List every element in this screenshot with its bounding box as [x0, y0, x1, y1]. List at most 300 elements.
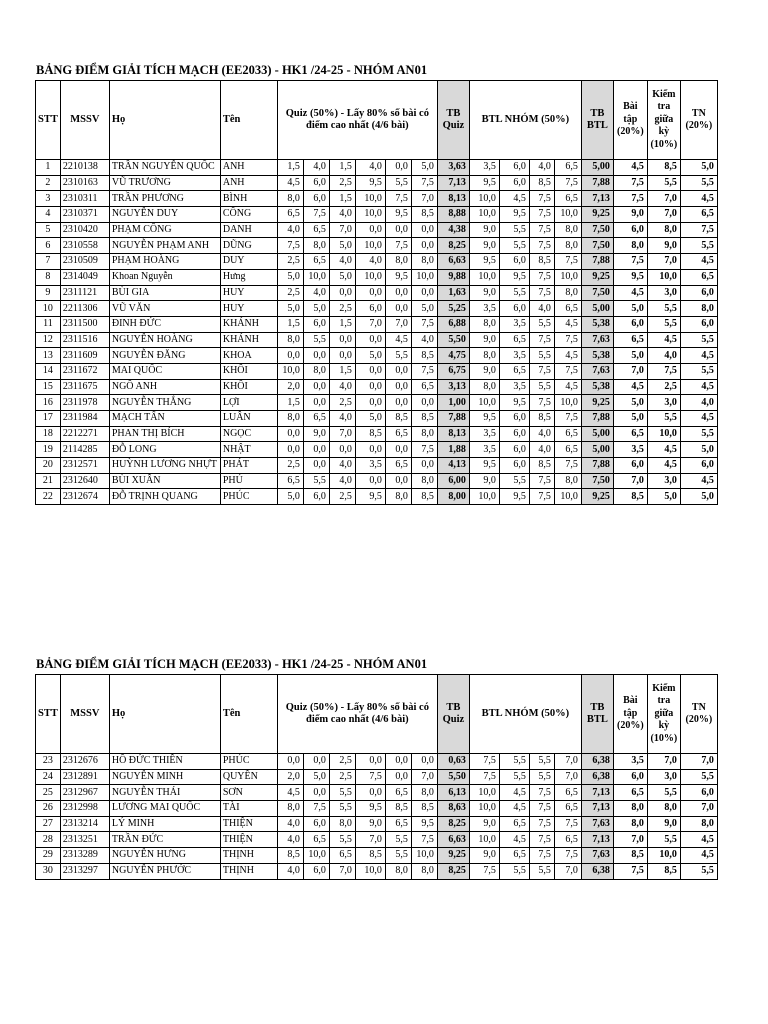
cell-quiz-4: 5,0	[355, 411, 385, 427]
cell-tn: 8,0	[680, 816, 717, 832]
cell-tb-quiz: 1,63	[437, 285, 469, 301]
cell-quiz-3: 1,5	[329, 316, 355, 332]
cell-bai-tap: 5,0	[613, 348, 647, 364]
cell-kiem-tra: 7,5	[647, 363, 680, 379]
cell-tn: 6,5	[680, 269, 717, 285]
cell-quiz-5: 9,5	[385, 207, 411, 223]
cell-tb-btl: 6,38	[581, 754, 613, 770]
cell-ho: NGÔ ANH	[109, 379, 220, 395]
cell-btl-1: 9,5	[469, 458, 499, 474]
cell-quiz-1: 0,0	[277, 442, 303, 458]
cell-quiz-2: 5,0	[303, 301, 329, 317]
cell-ho: VŨ TRƯƠNG	[109, 175, 220, 191]
cell-tn: 7,0	[680, 754, 717, 770]
cell-quiz-5: 5,5	[385, 832, 411, 848]
cell-bai-tap: 7,0	[613, 473, 647, 489]
cell-ho: NGUYỄN PHƯỚC	[109, 863, 220, 879]
cell-ten: CÔNG	[220, 207, 277, 223]
cell-ho: BÙI XUÂN	[109, 473, 220, 489]
cell-quiz-6: 6,5	[411, 379, 437, 395]
table-row	[36, 332, 718, 348]
cell-stt: 15	[36, 379, 61, 395]
cell-btl-4: 6,5	[554, 160, 581, 176]
cell-quiz-4: 9,5	[355, 489, 385, 505]
cell-quiz-4: 10,0	[355, 191, 385, 207]
cell-quiz-2: 6,0	[303, 191, 329, 207]
header-ho: Họ	[109, 675, 220, 754]
cell-ten: ANH	[220, 160, 277, 176]
cell-quiz-2: 4,0	[303, 285, 329, 301]
cell-quiz-1: 0,0	[277, 348, 303, 364]
table-row	[36, 489, 718, 505]
cell-tb-quiz: 8,13	[437, 191, 469, 207]
cell-quiz-5: 8,5	[385, 801, 411, 817]
cell-quiz-5: 0,0	[385, 363, 411, 379]
cell-bai-tap: 5,0	[613, 395, 647, 411]
header-tb-quiz: TB Quiz	[437, 675, 469, 754]
cell-quiz-5: 0,0	[385, 442, 411, 458]
cell-ten: THIỆN	[220, 816, 277, 832]
cell-tb-btl: 7,63	[581, 363, 613, 379]
grade-table	[35, 80, 718, 505]
cell-ho: PHẠM CÔNG	[109, 222, 220, 238]
header-kiem-tra: Kiểm tra giữa kỳ (10%)	[647, 81, 680, 160]
cell-kiem-tra: 5,5	[647, 785, 680, 801]
cell-bai-tap: 8,0	[613, 816, 647, 832]
cell-btl-3: 8,5	[529, 458, 554, 474]
cell-kiem-tra: 4,0	[647, 348, 680, 364]
cell-mssv: 2312674	[60, 489, 109, 505]
cell-mssv: 2311978	[60, 395, 109, 411]
cell-mssv: 2313297	[60, 863, 109, 879]
cell-btl-2: 4,5	[499, 832, 529, 848]
cell-ho: ĐINH ĐỨC	[109, 316, 220, 332]
cell-quiz-2: 8,0	[303, 238, 329, 254]
cell-btl-2: 9,5	[499, 489, 529, 505]
cell-tb-quiz: 1,00	[437, 395, 469, 411]
cell-ten: NGỌC	[220, 426, 277, 442]
table-row	[36, 395, 718, 411]
table-row	[36, 207, 718, 223]
cell-tb-btl: 5,38	[581, 348, 613, 364]
cell-quiz-5: 6,5	[385, 426, 411, 442]
cell-btl-1: 8,0	[469, 379, 499, 395]
cell-quiz-1: 5,0	[277, 301, 303, 317]
cell-kiem-tra: 9,0	[647, 816, 680, 832]
cell-kiem-tra: 5,5	[647, 832, 680, 848]
cell-btl-3: 7,5	[529, 848, 554, 864]
cell-quiz-4: 8,5	[355, 848, 385, 864]
cell-quiz-2: 6,5	[303, 411, 329, 427]
table-row	[36, 316, 718, 332]
cell-quiz-2: 6,5	[303, 254, 329, 270]
cell-mssv: 2310163	[60, 175, 109, 191]
cell-quiz-3: 2,5	[329, 175, 355, 191]
cell-ho: NGUYỄN HƯNG	[109, 848, 220, 864]
cell-ten: KHÁNH	[220, 332, 277, 348]
cell-mssv: 2313289	[60, 848, 109, 864]
cell-tn: 4,5	[680, 411, 717, 427]
cell-btl-4: 7,0	[554, 863, 581, 879]
cell-stt: 22	[36, 489, 61, 505]
cell-quiz-3: 7,0	[329, 222, 355, 238]
cell-btl-2: 6,0	[499, 411, 529, 427]
cell-stt: 13	[36, 348, 61, 364]
cell-mssv: 2313251	[60, 832, 109, 848]
cell-quiz-5: 0,0	[385, 379, 411, 395]
cell-quiz-1: 4,0	[277, 832, 303, 848]
cell-btl-2: 5,5	[499, 238, 529, 254]
table-row	[36, 863, 718, 879]
cell-quiz-5: 8,0	[385, 254, 411, 270]
cell-btl-2: 3,5	[499, 379, 529, 395]
cell-quiz-1: 7,5	[277, 238, 303, 254]
cell-stt: 12	[36, 332, 61, 348]
cell-quiz-4: 0,0	[355, 754, 385, 770]
cell-ho: MẠCH TẤN	[109, 411, 220, 427]
cell-quiz-1: 6,5	[277, 207, 303, 223]
cell-tn: 5,5	[680, 426, 717, 442]
cell-mssv: 2312967	[60, 785, 109, 801]
cell-quiz-6: 0,0	[411, 754, 437, 770]
cell-stt: 10	[36, 301, 61, 317]
cell-mssv: 2313214	[60, 816, 109, 832]
cell-ho: NGUYỄN HOÀNG	[109, 332, 220, 348]
table-row	[36, 426, 718, 442]
cell-quiz-5: 4,5	[385, 332, 411, 348]
cell-bai-tap: 9,5	[613, 269, 647, 285]
cell-tb-quiz: 4,13	[437, 458, 469, 474]
cell-btl-4: 6,5	[554, 191, 581, 207]
cell-quiz-4: 6,0	[355, 301, 385, 317]
table-row	[36, 379, 718, 395]
table-row	[36, 411, 718, 427]
cell-tb-btl: 9,25	[581, 269, 613, 285]
cell-tb-btl: 5,38	[581, 379, 613, 395]
cell-ho: NGUYỄN THẮNG	[109, 395, 220, 411]
cell-btl-1: 3,5	[469, 160, 499, 176]
cell-bai-tap: 6,5	[613, 426, 647, 442]
cell-btl-1: 3,5	[469, 426, 499, 442]
cell-stt: 18	[36, 426, 61, 442]
cell-tb-quiz: 9,88	[437, 269, 469, 285]
cell-quiz-6: 8,5	[411, 801, 437, 817]
header-tb-btl: TB BTL	[581, 675, 613, 754]
cell-ten: DANH	[220, 222, 277, 238]
cell-stt: 7	[36, 254, 61, 270]
cell-tb-btl: 5,00	[581, 301, 613, 317]
cell-quiz-6: 0,0	[411, 458, 437, 474]
cell-btl-3: 7,5	[529, 191, 554, 207]
cell-quiz-4: 3,5	[355, 458, 385, 474]
cell-ho: PHẠM HOÀNG	[109, 254, 220, 270]
cell-ho: VŨ VĂN	[109, 301, 220, 317]
cell-quiz-4: 8,5	[355, 426, 385, 442]
cell-bai-tap: 3,5	[613, 442, 647, 458]
cell-ho: LÝ MINH	[109, 816, 220, 832]
table-title: BẢNG ĐIỂM GIẢI TÍCH MẠCH (EE2033) - HK1 /24-25 - NHÓM AN01	[36, 63, 428, 77]
cell-btl-3: 4,0	[529, 426, 554, 442]
table-row	[36, 801, 718, 817]
cell-btl-3: 8,5	[529, 254, 554, 270]
cell-quiz-1: 8,0	[277, 332, 303, 348]
cell-btl-3: 5,5	[529, 316, 554, 332]
cell-btl-4: 7,5	[554, 175, 581, 191]
cell-quiz-5: 0,0	[385, 395, 411, 411]
cell-tb-quiz: 3,63	[437, 160, 469, 176]
cell-quiz-3: 0,0	[329, 442, 355, 458]
cell-btl-2: 6,0	[499, 254, 529, 270]
cell-quiz-2: 0,0	[303, 785, 329, 801]
cell-btl-2: 5,5	[499, 473, 529, 489]
cell-quiz-6: 7,5	[411, 832, 437, 848]
cell-btl-4: 6,5	[554, 801, 581, 817]
cell-btl-2: 6,0	[499, 301, 529, 317]
cell-ten: BÌNH	[220, 191, 277, 207]
cell-quiz-1: 2,0	[277, 379, 303, 395]
cell-quiz-1: 2,5	[277, 254, 303, 270]
cell-btl-4: 6,5	[554, 301, 581, 317]
cell-bai-tap: 3,5	[613, 754, 647, 770]
cell-tb-btl: 7,13	[581, 801, 613, 817]
cell-kiem-tra: 5,5	[647, 411, 680, 427]
cell-btl-1: 9,0	[469, 222, 499, 238]
cell-btl-4: 8,0	[554, 238, 581, 254]
cell-tb-btl: 5,00	[581, 160, 613, 176]
cell-btl-2: 6,0	[499, 458, 529, 474]
cell-btl-1: 9,0	[469, 473, 499, 489]
cell-btl-4: 8,0	[554, 285, 581, 301]
cell-btl-2: 5,5	[499, 285, 529, 301]
cell-quiz-1: 2,5	[277, 285, 303, 301]
cell-tn: 4,5	[680, 832, 717, 848]
cell-quiz-1: 5,0	[277, 269, 303, 285]
cell-quiz-6: 5,0	[411, 301, 437, 317]
cell-kiem-tra: 5,5	[647, 301, 680, 317]
cell-kiem-tra: 3,0	[647, 395, 680, 411]
cell-btl-3: 5,5	[529, 863, 554, 879]
cell-tb-quiz: 4,38	[437, 222, 469, 238]
cell-ten: DUY	[220, 254, 277, 270]
cell-quiz-2: 5,0	[303, 769, 329, 785]
cell-btl-3: 7,5	[529, 332, 554, 348]
cell-btl-1: 9,0	[469, 848, 499, 864]
cell-quiz-5: 0,0	[385, 285, 411, 301]
cell-tn: 4,5	[680, 473, 717, 489]
cell-kiem-tra: 7,0	[647, 754, 680, 770]
table-row	[36, 348, 718, 364]
cell-btl-2: 3,5	[499, 316, 529, 332]
cell-quiz-6: 5,0	[411, 160, 437, 176]
cell-kiem-tra: 8,0	[647, 801, 680, 817]
cell-quiz-1: 1,5	[277, 160, 303, 176]
cell-quiz-6: 9,5	[411, 816, 437, 832]
cell-quiz-5: 5,5	[385, 848, 411, 864]
cell-mssv: 2311121	[60, 285, 109, 301]
cell-stt: 6	[36, 238, 61, 254]
cell-quiz-6: 8,0	[411, 254, 437, 270]
cell-quiz-6: 4,0	[411, 332, 437, 348]
cell-btl-4: 7,5	[554, 458, 581, 474]
cell-btl-4: 8,0	[554, 473, 581, 489]
cell-quiz-6: 0,0	[411, 285, 437, 301]
cell-stt: 14	[36, 363, 61, 379]
table-row	[36, 363, 718, 379]
cell-btl-1: 7,5	[469, 769, 499, 785]
cell-quiz-5: 8,0	[385, 863, 411, 879]
cell-ho: PHAN THỊ BÍCH	[109, 426, 220, 442]
cell-stt: 17	[36, 411, 61, 427]
cell-tn: 5,5	[680, 238, 717, 254]
cell-tb-quiz: 6,63	[437, 254, 469, 270]
cell-quiz-5: 5,5	[385, 175, 411, 191]
cell-tb-btl: 6,38	[581, 769, 613, 785]
cell-quiz-3: 5,0	[329, 238, 355, 254]
cell-bai-tap: 4,5	[613, 285, 647, 301]
cell-ho: MAI QUỐC	[109, 363, 220, 379]
cell-quiz-3: 5,5	[329, 801, 355, 817]
cell-tn: 6,0	[680, 316, 717, 332]
cell-btl-4: 7,5	[554, 363, 581, 379]
cell-quiz-2: 0,0	[303, 754, 329, 770]
cell-quiz-2: 0,0	[303, 395, 329, 411]
cell-quiz-2: 0,0	[303, 348, 329, 364]
cell-quiz-6: 7,0	[411, 191, 437, 207]
cell-tb-quiz: 8,00	[437, 489, 469, 505]
cell-quiz-4: 0,0	[355, 785, 385, 801]
cell-ten: KHÁNH	[220, 316, 277, 332]
cell-tb-btl: 7,88	[581, 458, 613, 474]
cell-ten: THỊNH	[220, 863, 277, 879]
cell-quiz-1: 4,5	[277, 175, 303, 191]
cell-btl-2: 6,0	[499, 442, 529, 458]
cell-quiz-5: 6,5	[385, 785, 411, 801]
cell-bai-tap: 8,0	[613, 801, 647, 817]
header-row	[36, 675, 718, 754]
cell-quiz-2: 6,0	[303, 816, 329, 832]
cell-btl-1: 9,5	[469, 175, 499, 191]
cell-stt: 4	[36, 207, 61, 223]
cell-kiem-tra: 7,0	[647, 207, 680, 223]
cell-mssv: 2314049	[60, 269, 109, 285]
cell-quiz-2: 8,0	[303, 363, 329, 379]
cell-stt: 9	[36, 285, 61, 301]
table-row	[36, 269, 718, 285]
cell-tb-quiz: 5,50	[437, 769, 469, 785]
cell-quiz-3: 8,0	[329, 816, 355, 832]
cell-quiz-6: 8,0	[411, 473, 437, 489]
cell-btl-4: 6,5	[554, 442, 581, 458]
table-row	[36, 160, 718, 176]
cell-tb-quiz: 8,88	[437, 207, 469, 223]
cell-btl-4: 10,0	[554, 489, 581, 505]
header-stt: STT	[36, 81, 61, 160]
cell-quiz-5: 7,5	[385, 191, 411, 207]
cell-quiz-3: 2,5	[329, 769, 355, 785]
cell-quiz-2: 6,5	[303, 222, 329, 238]
cell-btl-1: 9,0	[469, 238, 499, 254]
cell-quiz-4: 0,0	[355, 379, 385, 395]
cell-tb-quiz: 6,88	[437, 316, 469, 332]
cell-quiz-2: 4,0	[303, 160, 329, 176]
cell-ho: NGUYỄN THÁI	[109, 785, 220, 801]
cell-ho: HỒ ĐỨC THIÊN	[109, 754, 220, 770]
cell-btl-3: 7,5	[529, 816, 554, 832]
table-title-2: BẢNG ĐIỂM GIẢI TÍCH MẠCH (EE2033) - HK1 /24-25 - NHÓM AN01	[36, 657, 428, 671]
cell-quiz-3: 5,0	[329, 269, 355, 285]
cell-quiz-5: 0,0	[385, 301, 411, 317]
cell-btl-4: 7,5	[554, 254, 581, 270]
cell-tb-btl: 7,63	[581, 848, 613, 864]
cell-stt: 2	[36, 175, 61, 191]
cell-btl-1: 10,0	[469, 785, 499, 801]
cell-quiz-1: 1,5	[277, 316, 303, 332]
cell-tn: 6,0	[680, 458, 717, 474]
cell-tb-btl: 6,38	[581, 863, 613, 879]
cell-quiz-1: 8,0	[277, 191, 303, 207]
cell-quiz-4: 0,0	[355, 363, 385, 379]
cell-quiz-1: 6,5	[277, 473, 303, 489]
cell-ten: THIỆN	[220, 832, 277, 848]
table-row	[36, 816, 718, 832]
cell-btl-3: 4,0	[529, 160, 554, 176]
cell-quiz-2: 0,0	[303, 458, 329, 474]
cell-bai-tap: 6,0	[613, 222, 647, 238]
cell-ten: QUYỀN	[220, 769, 277, 785]
cell-bai-tap: 7,5	[613, 254, 647, 270]
cell-tb-btl: 7,13	[581, 191, 613, 207]
cell-btl-3: 7,5	[529, 785, 554, 801]
cell-bai-tap: 4,5	[613, 160, 647, 176]
table-row	[36, 785, 718, 801]
cell-quiz-5: 6,5	[385, 458, 411, 474]
cell-btl-3: 8,5	[529, 411, 554, 427]
header-ten: Tên	[220, 675, 277, 754]
cell-ten: PHÚ	[220, 473, 277, 489]
cell-ten: THỊNH	[220, 848, 277, 864]
cell-quiz-4: 0,0	[355, 285, 385, 301]
cell-tb-quiz: 8,25	[437, 238, 469, 254]
cell-mssv: 2212271	[60, 426, 109, 442]
cell-ho: Khoan Nguyễn	[109, 269, 220, 285]
cell-quiz-6: 0,0	[411, 238, 437, 254]
cell-quiz-5: 0,0	[385, 160, 411, 176]
cell-btl-2: 9,5	[499, 207, 529, 223]
cell-tn: 4,5	[680, 848, 717, 864]
cell-btl-1: 9,0	[469, 816, 499, 832]
cell-quiz-4: 7,5	[355, 769, 385, 785]
cell-bai-tap: 5,0	[613, 411, 647, 427]
cell-mssv: 2312891	[60, 769, 109, 785]
cell-btl-3: 7,5	[529, 801, 554, 817]
cell-tb-btl: 7,50	[581, 238, 613, 254]
cell-ho: NGUYỄN DUY	[109, 207, 220, 223]
cell-kiem-tra: 10,0	[647, 269, 680, 285]
cell-btl-3: 5,5	[529, 379, 554, 395]
cell-btl-3: 7,5	[529, 207, 554, 223]
cell-quiz-3: 4,0	[329, 473, 355, 489]
cell-bai-tap: 7,0	[613, 363, 647, 379]
cell-stt: 3	[36, 191, 61, 207]
cell-tn: 5,0	[680, 442, 717, 458]
header-tn: TN (20%)	[680, 675, 717, 754]
cell-btl-2: 5,5	[499, 754, 529, 770]
cell-ten: KHÔI	[220, 379, 277, 395]
cell-quiz-6: 7,5	[411, 175, 437, 191]
table-row	[36, 222, 718, 238]
cell-tn: 4,5	[680, 379, 717, 395]
cell-tb-quiz: 6,75	[437, 363, 469, 379]
